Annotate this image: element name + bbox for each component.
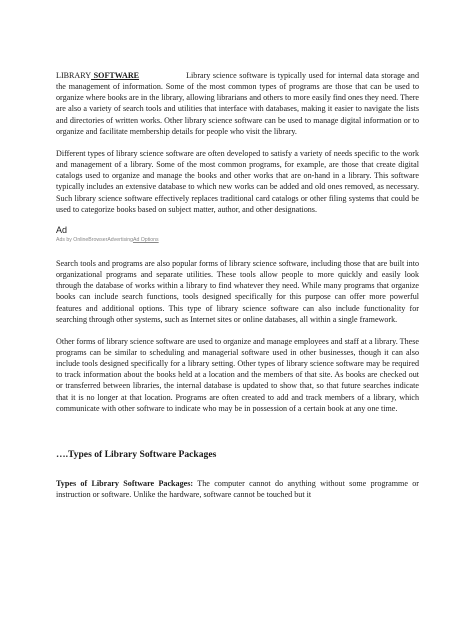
ad-attribution	[56, 236, 419, 244]
paragraph-gap	[56, 325, 419, 336]
ad-label: Ad	[56, 224, 68, 235]
ad-options-link[interactable]: Ad Options	[132, 236, 159, 243]
intro-label	[56, 71, 139, 80]
section-heading: ….Types of Library Software Packages	[56, 448, 217, 460]
intro-label-bold: SOFTWARE	[91, 71, 140, 80]
intro-text: Library science software is typically used for internal data storage and the management of information. Some of the most common types of programs are those that can be used to organize where books are in the library, allowing librarians and others to more easily find ones they need. There are also a variety of search tools and utilities that interface with databases, making it easier to navigate the lists and directories of written works. Other library science software can be used to manage digital information or to organize and facilitate membership details for people who visit the library.	[56, 71, 419, 136]
section-lead: Types of Library Software Packages:	[56, 478, 194, 488]
paragraph-gap	[56, 137, 419, 148]
ad-block	[56, 225, 419, 244]
document-body	[56, 70, 419, 500]
paragraph-3: Search tools and programs are also popular forms of library science software, including those that are built into organizational programs and separate utilities. These tools allow people to more quickly and easily look through the database of works within a library to find whatever they need. While many programs that organize books can include search functions, tools designed specifically for this purpose can offer more powerful features and additional options. This type of library science software can also include functionality for searching through other systems, such as Internet sites or online databases, all within a single framework.	[56, 258, 419, 324]
section-text: The computer cannot do anything without some programme or instruction or software. Unlike the hardware, software cannot be touched but it	[56, 478, 419, 500]
paragraph-4: Other forms of library science software are used to organize and manage employees and staff at a library. These programs can be similar to scheduling and managerial software used in other businesses, though it can also include tools designed specifically for a library setting. Other types of library science software may be required to track information about the books held at a location and the members of that site. As books are checked out or transferred between libraries, the internal database is updated to show that, so that future searches indicate that it is no longer at that location. Programs are often created to add and track members of a library, which communicate with other software to indicate who may be in possession of a certain book at any one time.	[56, 336, 419, 413]
intro-paragraph	[56, 70, 419, 137]
ad-attribution-text: Ads by OnlineBrowserAdvertising	[56, 236, 133, 243]
paragraph-2: Different types of library science software are often developed to satisfy a variety of needs specific to the work and management of a library. Some of the most common programs, for example, are those that create digital catalogs used to organize and manage the books and other works that are on-hand in a library. This software typically includes an extensive database to which new works can be added and old ones removed, as necessary. Such library science software effectively replaces traditional card catalogs or other filing systems that could be used to categorize books based on subject matter, author, and other designations.	[56, 148, 419, 214]
intro-label-plain: LIBRARY	[56, 71, 92, 80]
section-paragraph	[56, 478, 419, 500]
